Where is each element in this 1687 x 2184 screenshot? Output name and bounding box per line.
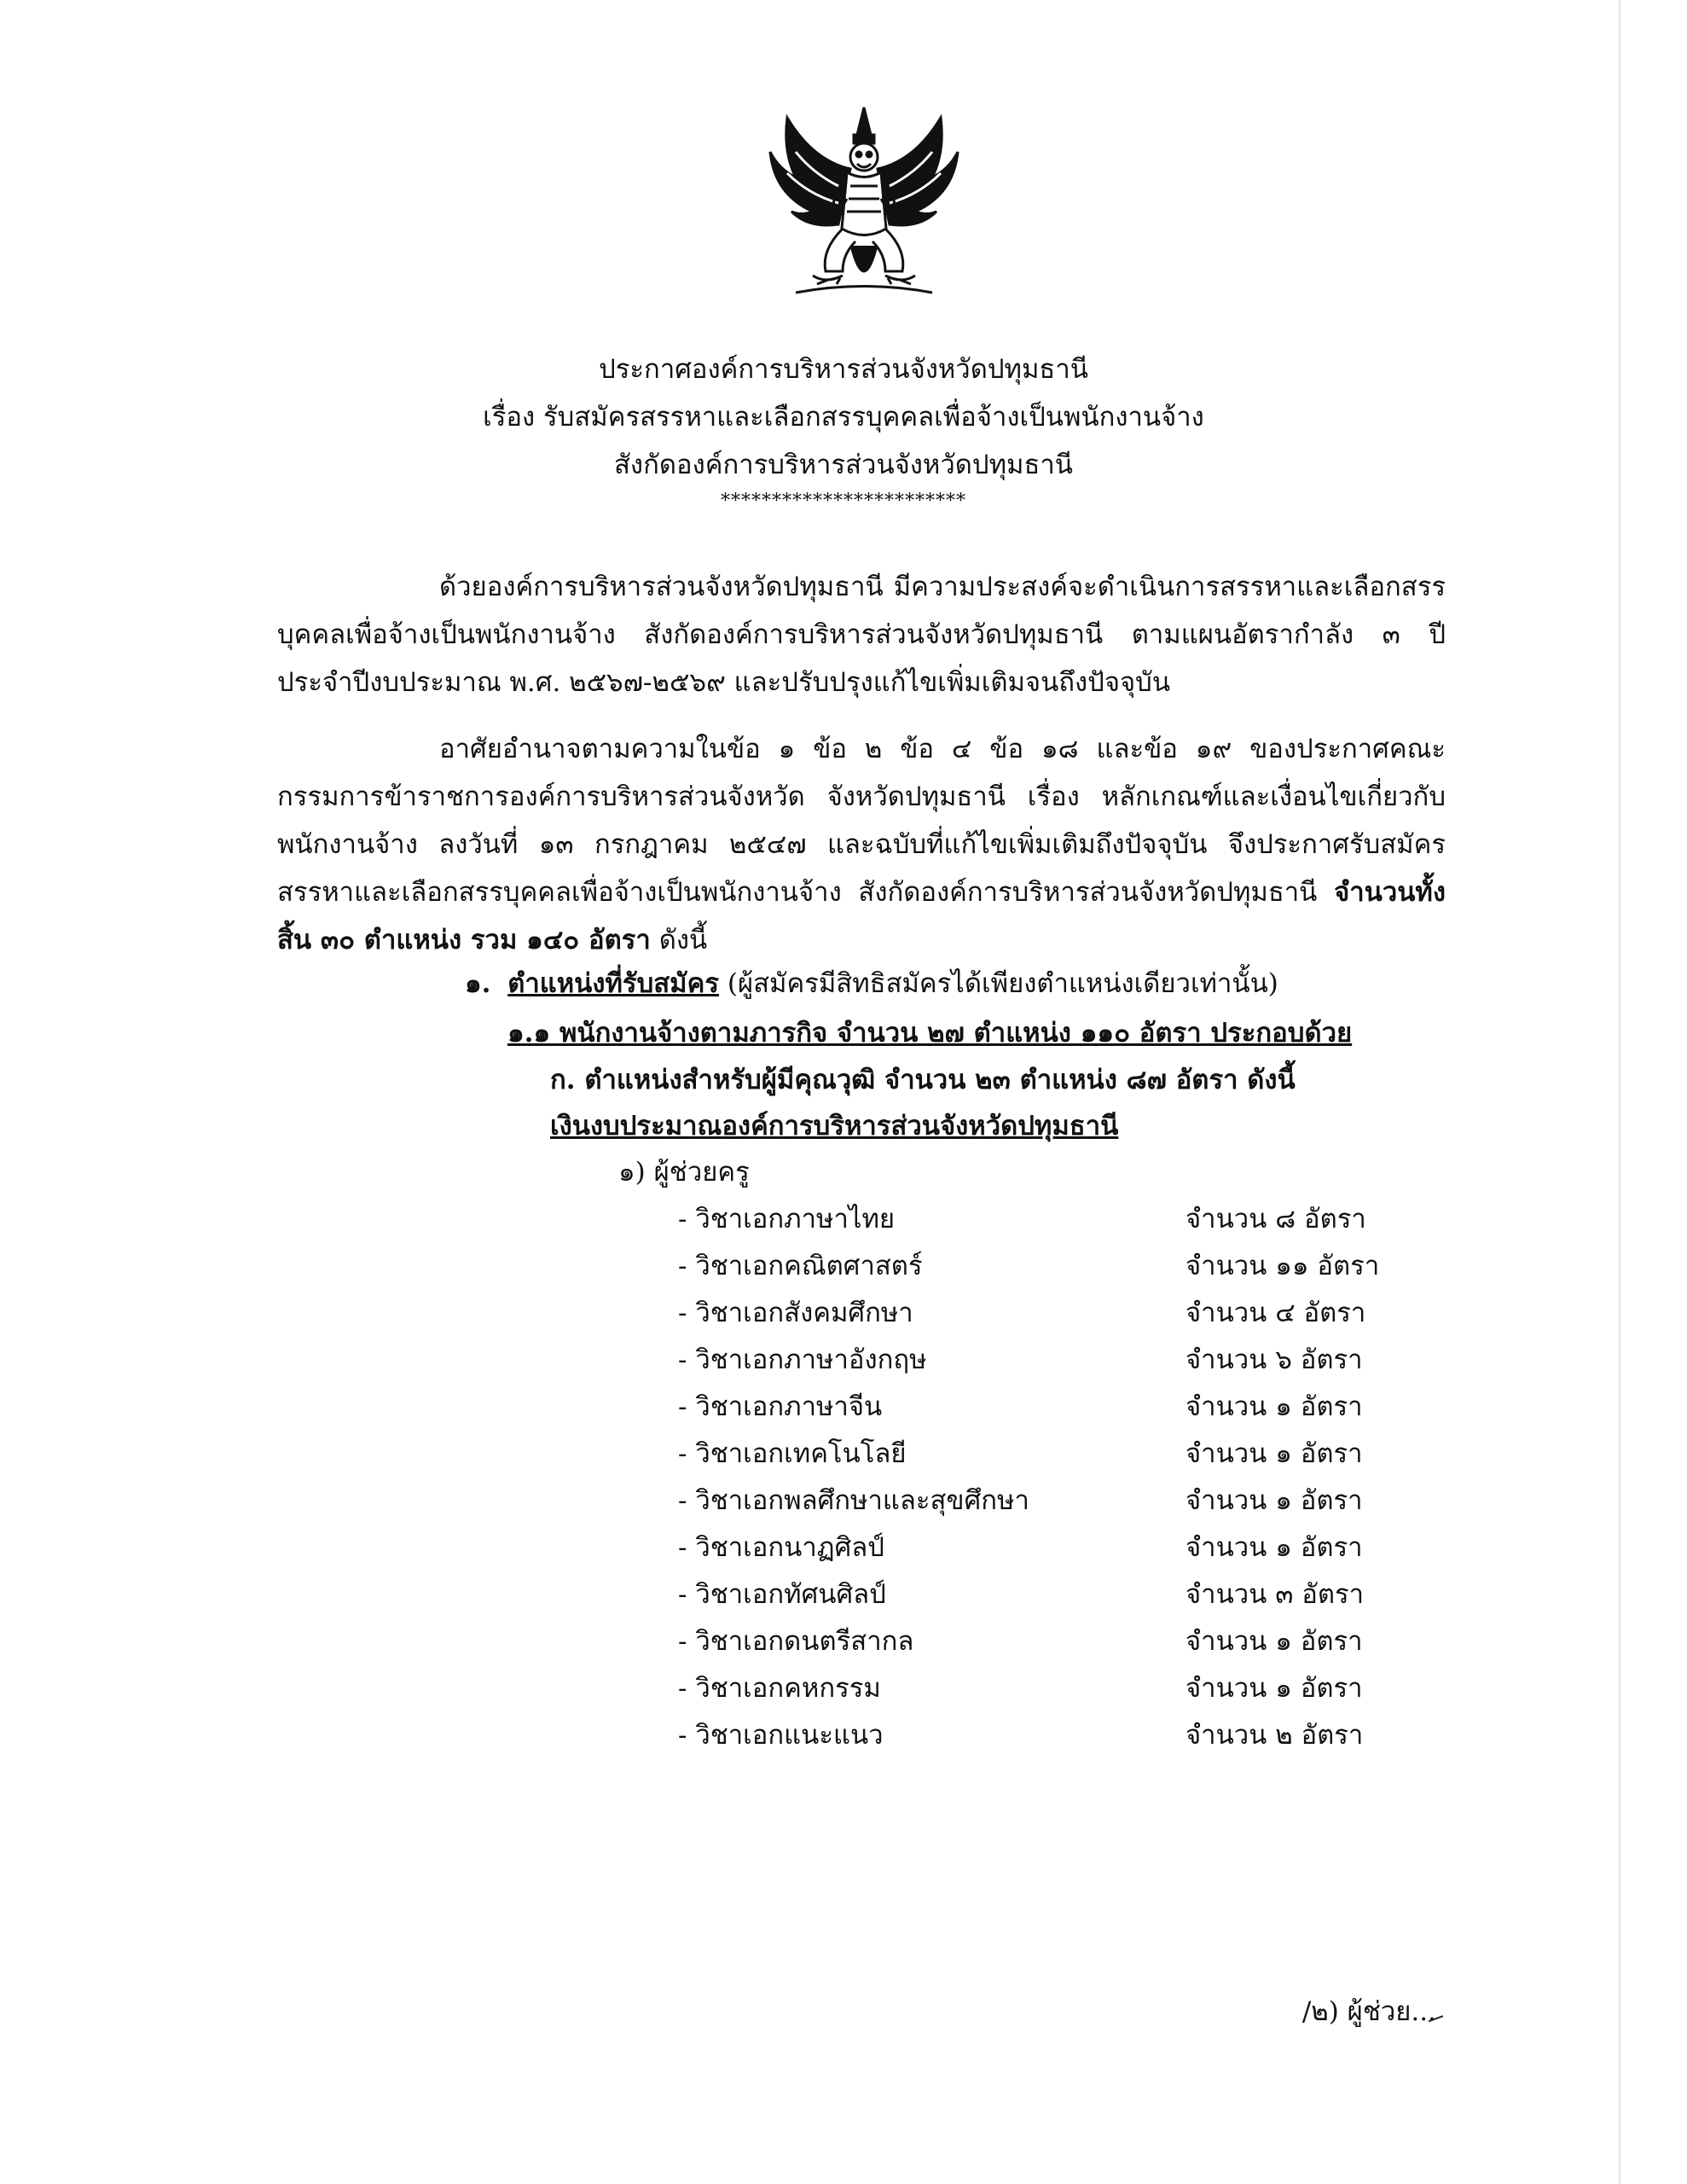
subject-count: จำนวน ๘ อัตรา <box>1186 1203 1366 1234</box>
subject-row <box>678 1570 1446 1617</box>
section-1-heading <box>465 960 1278 1008</box>
garuda-emblem-icon <box>762 101 966 305</box>
subject-name: - วิชาเอกคณิตศาสตร์ <box>678 1250 923 1281</box>
section-1-title: ตำแหน่งที่รับสมัคร <box>507 968 719 999</box>
scan-edge-line <box>1619 0 1620 2184</box>
subject-name: - วิชาเอกภาษาไทย <box>678 1203 896 1234</box>
section-1-1-heading: ๑.๑ พนักงานจ้างตามภารกิจ จำนวน ๒๗ ตำแหน่ง ๑๑๐ อัตรา ประกอบด้วย <box>507 1018 1353 1048</box>
subject-row <box>678 1617 1446 1664</box>
announcement-header <box>0 346 1687 489</box>
subject-count: จำนวน ๑ อัตรา <box>1186 1531 1363 1563</box>
subject-name: - วิชาเอกแนะแนว <box>678 1719 884 1751</box>
header-separator: ************************ <box>721 491 966 512</box>
subject-count: จำนวน ๑ อัตรา <box>1186 1391 1363 1422</box>
subject-count: จำนวน ๑ อัตรา <box>1186 1438 1363 1469</box>
subject-count: จำนวน ๑ อัตรา <box>1186 1672 1363 1704</box>
subject-name: - วิชาเอกดนตรีสากล <box>678 1625 914 1657</box>
subject-name: - วิชาเอกภาษาอังกฤษ <box>678 1344 927 1375</box>
section-1-number: ๑. <box>465 968 491 999</box>
paragraph-1-text: ด้วยองค์การบริหารส่วนจังหวัดปทุมธานี มีความประสงค์จะดำเนินการสรรหาและเลือกสรรบุคคลเพื่อจ้างเป็นพนักงานจ้าง สังกัดองค์การบริหารส่วนจังหวัดปทุมธานี ตามแผนอัตรากำลัง ๓ ปี ประจำปีงบประมาณ พ.ศ. ๒๕๖๗-๒๕๖๙ และปรับปรุงแก้ไขเพิ่มเติมจนถึงปัจจุบัน <box>277 572 1446 698</box>
subject-name: - วิชาเอกคหกรรม <box>678 1672 881 1704</box>
subject-name: - วิชาเอกเทคโนโลยี <box>678 1438 907 1469</box>
paragraph-2-ending: ดังนี้ <box>650 925 708 956</box>
subject-count: จำนวน ๑ อัตรา <box>1186 1625 1363 1657</box>
subject-list <box>678 1194 1446 1757</box>
subject-row <box>678 1382 1446 1429</box>
budget-heading: เงินงบประมาณองค์การบริหารส่วนจังหวัดปทุมธานี <box>550 1111 1119 1141</box>
section-1-note: (ผู้สมัครมีสิทธิสมัครได้เพียงตำแหน่งเดียวเท่านั้น) <box>719 968 1278 999</box>
paragraph-2 <box>277 725 1446 964</box>
paragraph-2-total: จำนวนทั้งสิ้น ๓๐ ตำแหน่ง รวม ๑๔๐ อัตรา <box>277 877 1446 956</box>
subject-count: จำนวน ๑๑ อัตรา <box>1186 1250 1380 1281</box>
subject-row <box>678 1241 1446 1288</box>
subject-row <box>678 1288 1446 1335</box>
paragraph-1 <box>277 563 1446 706</box>
subject-row <box>678 1429 1446 1476</box>
subject-row <box>678 1335 1446 1382</box>
header-line-1: ประกาศองค์การบริหารส่วนจังหวัดปทุมธานี <box>599 354 1088 385</box>
paragraph-2-text: อาศัยอำนาจตามความในข้อ ๑ ข้อ ๒ ข้อ ๔ ข้อ ๑๘ และข้อ ๑๙ ของประกาศคณะกรรมการข้าราชการองค์การบริหารส่วนจังหวัด จังหวัดปทุมธานี เรื่อง หลักเกณฑ์และเงื่อนไขเกี่ยวกับพนักงานจ้าง ลงวันที่ ๑๓ กรกฎาคม ๒๕๔๗ และฉบับที่แก้ไขเพิ่มเติมถึงปัจจุบัน จึงประกาศรับสมัครสรรหาและเลือกสรรบุคคลเพื่อจ้างเป็นพนักงานจ้าง สังกัดองค์การบริหารส่วนจังหวัดปทุมธานี <box>277 734 1446 908</box>
subject-name: - วิชาเอกนาฏศิลป์ <box>678 1531 884 1563</box>
subject-name: - วิชาเอกสังคมศึกษา <box>678 1297 913 1328</box>
subject-name: - วิชาเอกภาษาจีน <box>678 1391 883 1422</box>
continuation-text: /๒) ผู้ช่วย... <box>1301 1996 1436 2027</box>
subject-row <box>678 1194 1446 1241</box>
subject-name: - วิชาเอกพลศึกษาและสุขศึกษา <box>678 1484 1029 1516</box>
subject-count: จำนวน ๓ อัตรา <box>1186 1578 1365 1610</box>
page-continuation <box>1302 1989 1440 2032</box>
header-line-3: สังกัดองค์การบริหารส่วนจังหวัดปทุมธานี <box>614 450 1073 480</box>
section-1-1-a-heading: ก. ตำแหน่งสำหรับผู้มีคุณวุฒิ จำนวน ๒๓ ตำแหน่ง ๘๗ อัตรา ดังนี้ <box>550 1065 1296 1095</box>
header-line-2: เรื่อง รับสมัครสรรหาและเลือกสรรบุคคลเพื่อจ้างเป็นพนักงานจ้าง <box>483 402 1204 433</box>
subject-name: - วิชาเอกทัศนศิลป์ <box>678 1578 886 1610</box>
subject-row <box>678 1476 1446 1523</box>
subject-row <box>678 1711 1446 1757</box>
subject-count: จำนวน ๒ อัตรา <box>1186 1719 1364 1751</box>
position-assistant-teacher: ๑) ผู้ช่วยครู <box>618 1157 750 1188</box>
subject-count: จำนวน ๖ อัตรา <box>1186 1344 1363 1375</box>
subject-row <box>678 1664 1446 1711</box>
subject-count: จำนวน ๑ อัตรา <box>1186 1484 1363 1516</box>
subject-count: จำนวน ๔ อัตรา <box>1186 1297 1366 1328</box>
subject-row <box>678 1523 1446 1570</box>
